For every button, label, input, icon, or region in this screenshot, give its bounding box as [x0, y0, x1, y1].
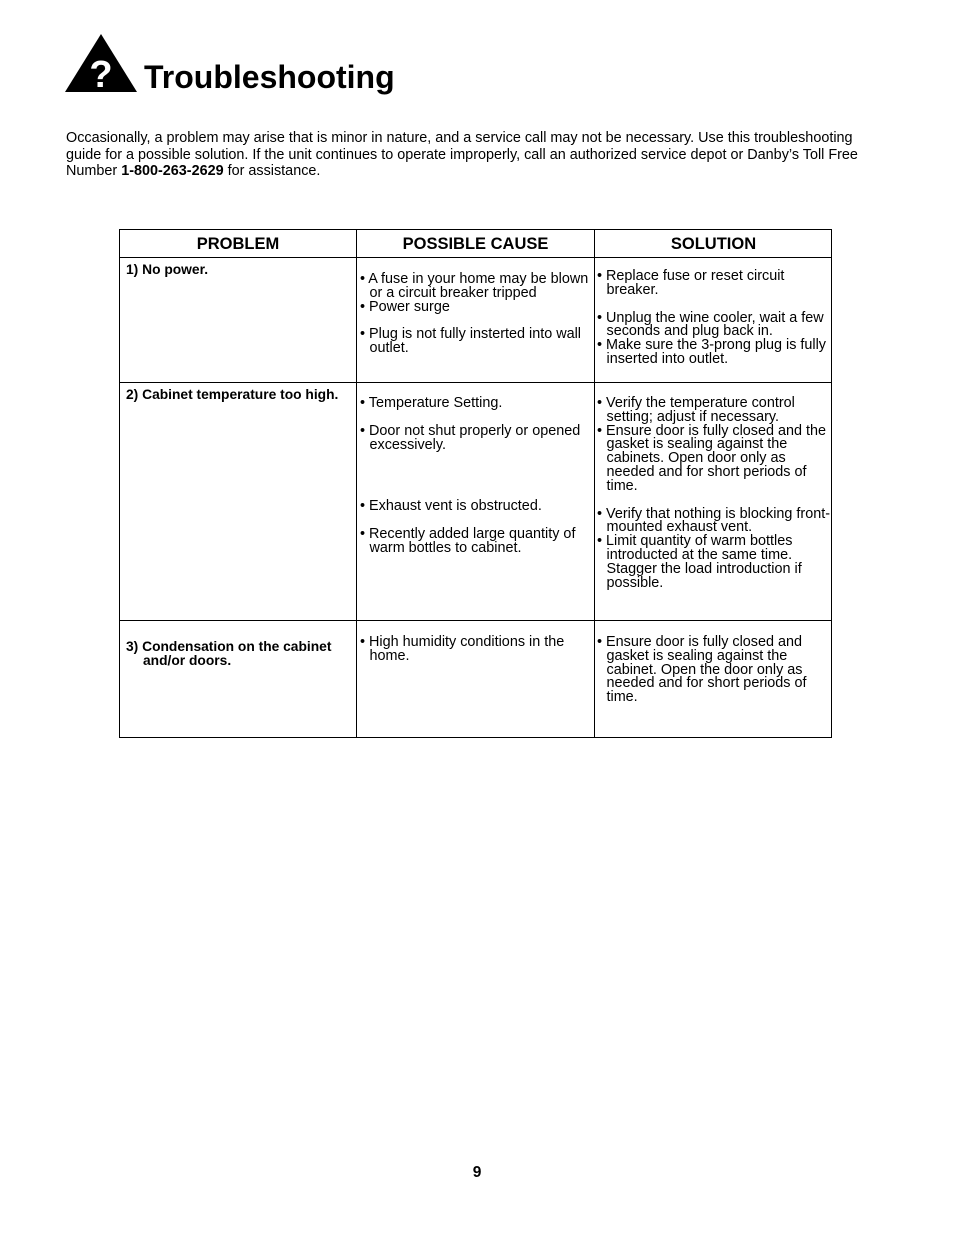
- solution-item: • Unplug the wine cooler, wait a few seconds and plug back in.: [597, 309, 824, 340]
- intro-text-end: for assistance.: [223, 163, 321, 179]
- cause-item: • Temperature Setting.: [360, 395, 503, 411]
- cause-item: • Plug is not fully insterted into wall outlet.: [360, 326, 582, 357]
- problem-text: 1) No power.: [126, 262, 209, 277]
- row-divider: [120, 382, 831, 383]
- solution-item: • Verify the temperature control setting; adjust if necessary.: [597, 395, 795, 425]
- cause-item: • Recently added large quantity of warm bottles to cabinet.: [360, 526, 576, 556]
- intro-text: Occasionally, a problem may arise that is minor in nature, and a service call may not be necessary. Use this troubleshooting guide for a possible solution. If the unit continues to operate improperly, call an authorized service depot or Danby’s Toll Free Number: [66, 130, 858, 179]
- problem-cell: [126, 640, 346, 668]
- solution-item: • Ensure door is fully closed and gasket is sealing against the cabinet. Open the door only as needed and for short periods of time.: [597, 634, 807, 706]
- solution-cell: [597, 636, 830, 705]
- cause-item: • Exhaust vent is obstructed.: [360, 498, 542, 515]
- solution-item: • Ensure door is fully closed and the gasket is sealing against the cabinets. Open door only as needed and for short periods of time.: [597, 422, 827, 494]
- header-solution: SOLUTION: [670, 235, 757, 253]
- cause-item: • A fuse in your home may be blown or a circuit breaker tripped: [360, 271, 589, 301]
- solution-item: • Verify that nothing is blocking front-mounted exhaust vent.: [597, 505, 831, 536]
- cause-item: • Power surge: [360, 298, 450, 315]
- troubleshooting-table: [119, 229, 832, 738]
- page-title: Troubleshooting: [144, 59, 395, 95]
- solution-cell: [597, 270, 830, 367]
- row-divider: [120, 620, 831, 621]
- problem-cell: [126, 263, 346, 277]
- svg-text:?: ?: [89, 54, 113, 93]
- intro-paragraph: [66, 130, 886, 180]
- cause-item: • High humidity conditions in the home.: [360, 634, 565, 664]
- cause-cell: [360, 636, 592, 664]
- solution-item: • Replace fuse or reset circuit breaker.: [597, 268, 785, 298]
- header-problem: PROBLEM: [196, 235, 280, 253]
- warning-question-icon: [64, 33, 138, 93]
- page-number: 9: [472, 1164, 482, 1181]
- toll-free-number: 1-800-263-2629: [121, 163, 224, 179]
- solution-cell: [597, 397, 832, 590]
- cause-cell: [360, 273, 592, 356]
- column-divider: [356, 230, 357, 737]
- cause-item: • Door not shut properly or opened excessively.: [360, 422, 581, 453]
- problem-text: 3) Condensation on the cabinet and/or doors.: [126, 639, 332, 668]
- problem-text: 2) Cabinet temperature too high.: [126, 387, 339, 402]
- problem-cell: [126, 388, 346, 402]
- column-divider: [594, 230, 595, 737]
- solution-item: • Limit quantity of warm bottles introducted at the same time. Stagger the load introduction if possible.: [597, 533, 802, 591]
- row-divider: [120, 257, 831, 258]
- solution-item: • Make sure the 3-prong plug is fully inserted into outlet.: [597, 337, 827, 367]
- header-possible-cause: POSSIBLE CAUSE: [402, 235, 549, 253]
- cause-cell: [360, 397, 592, 556]
